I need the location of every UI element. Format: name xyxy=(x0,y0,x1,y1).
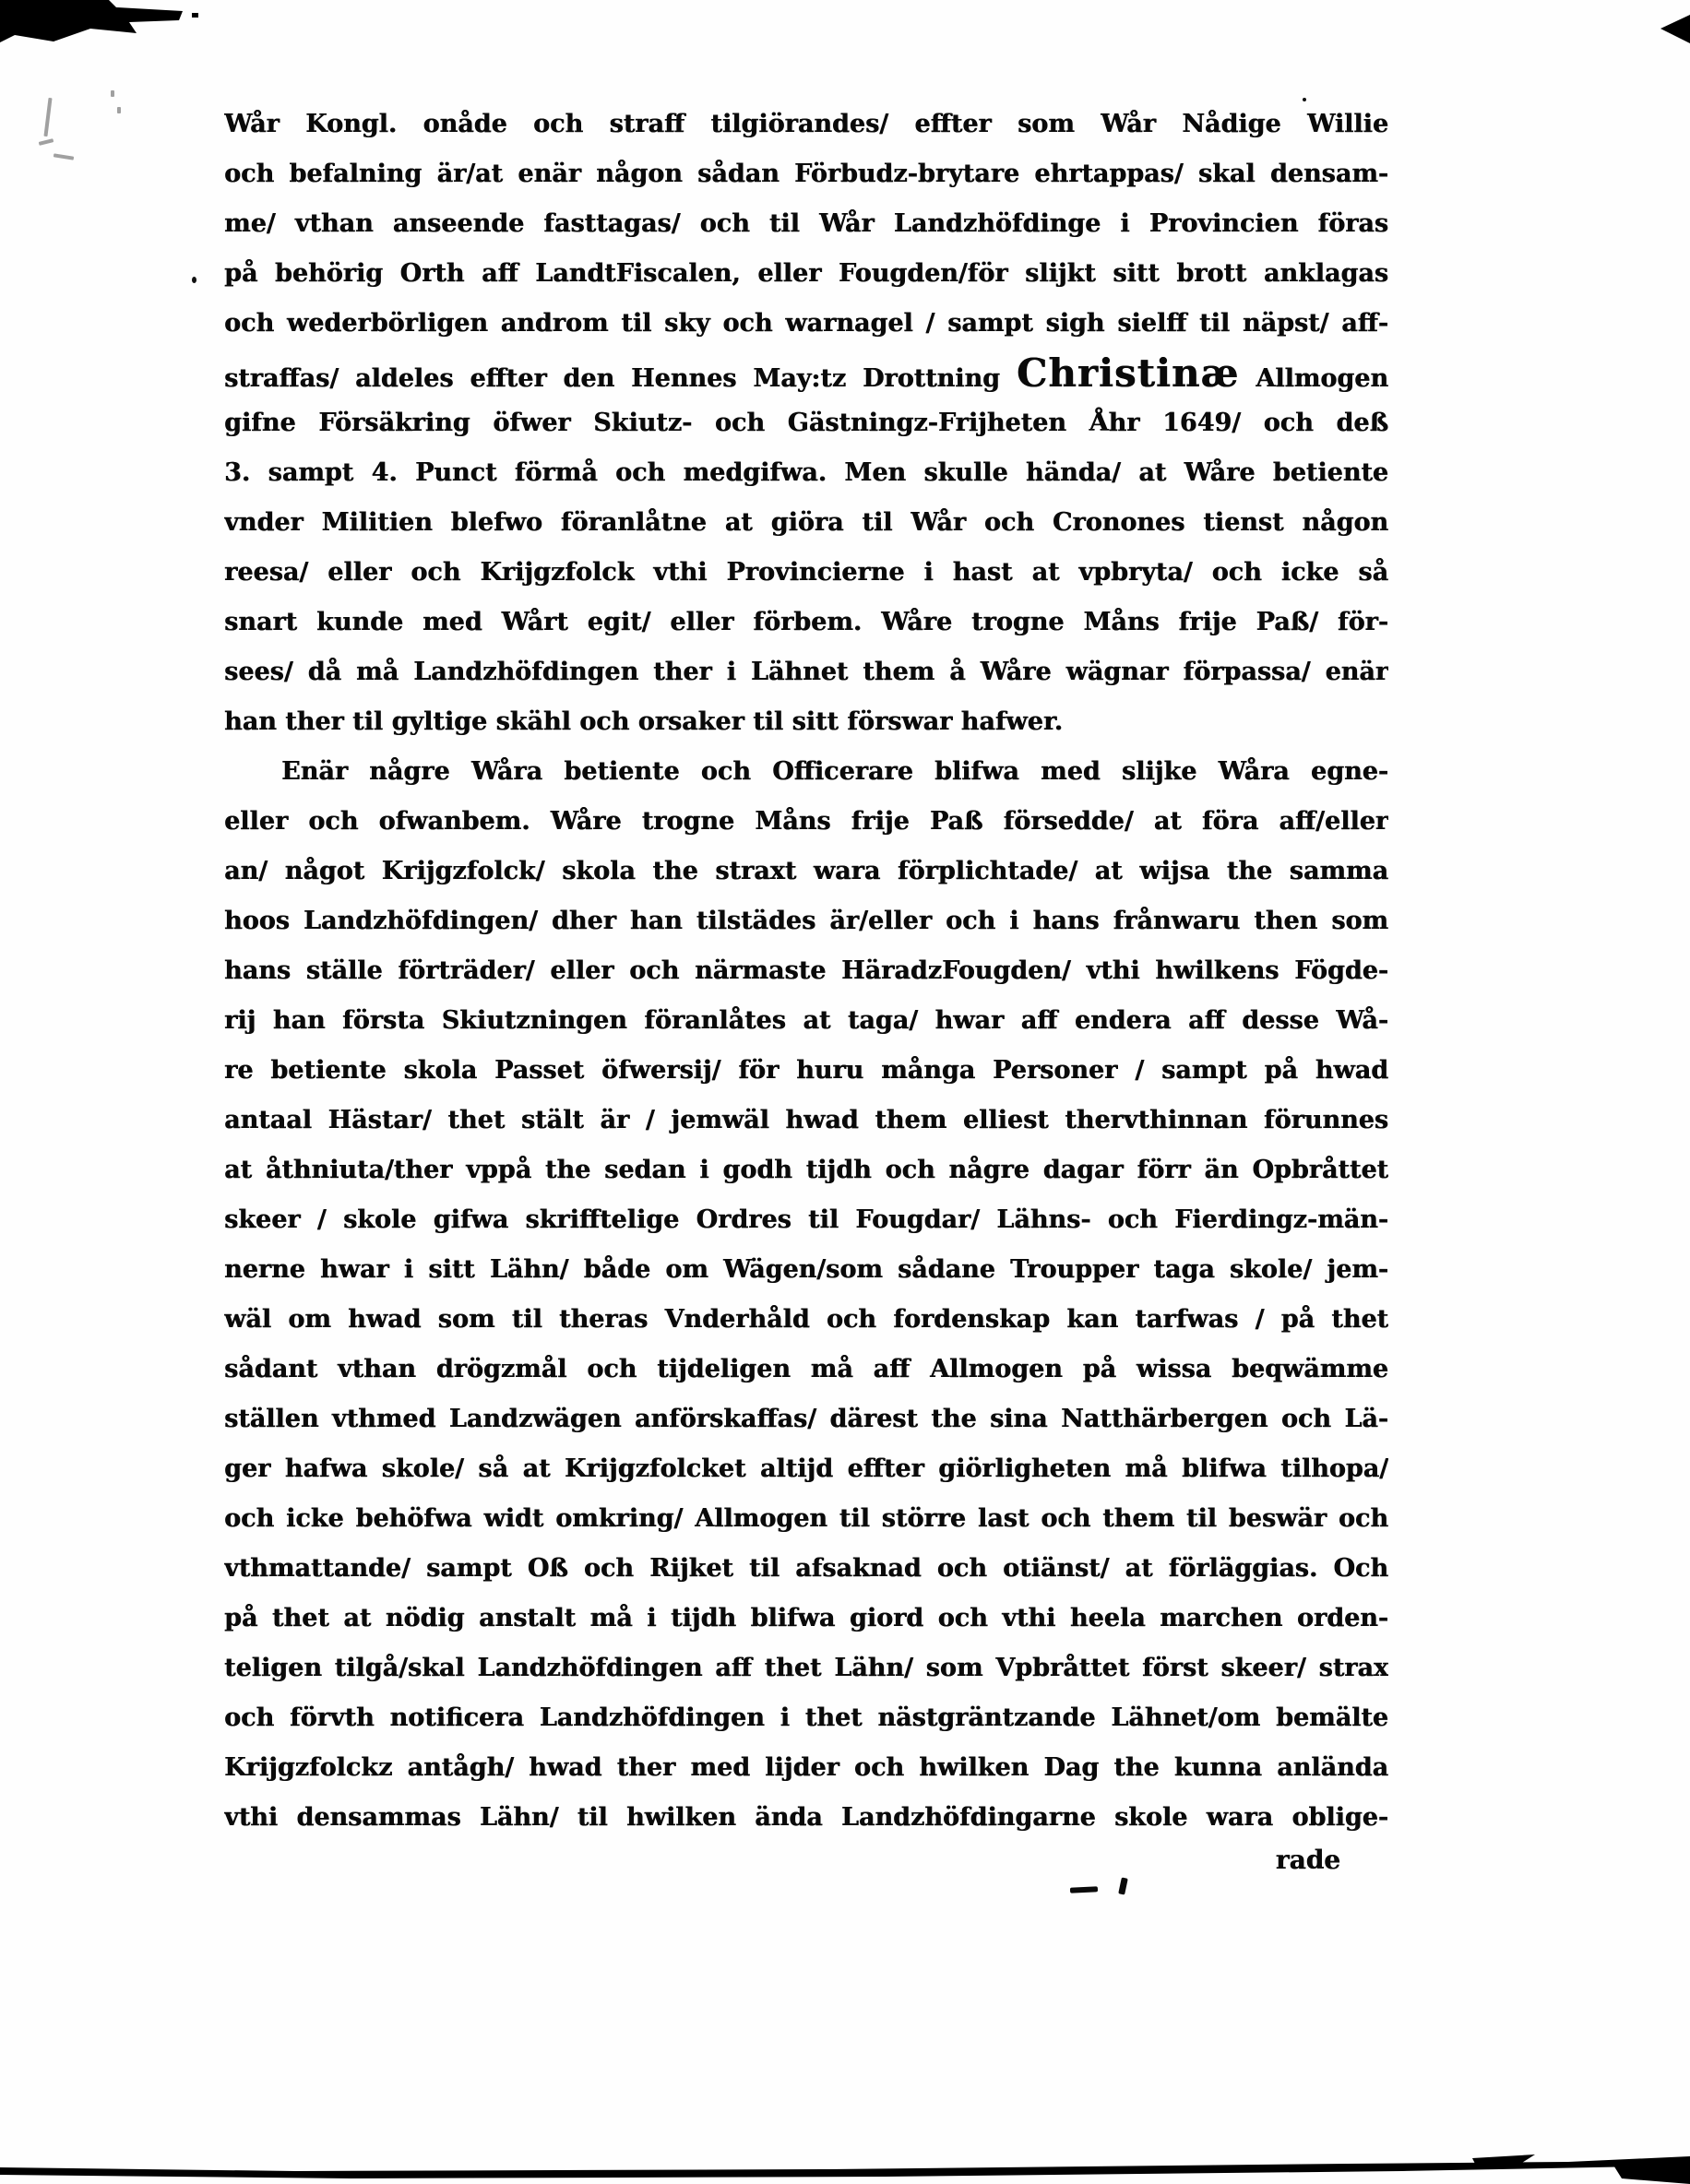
pencil-stroke xyxy=(43,98,52,136)
text-line: antaal Hästar/ thet stält är / jemwäl hwad them elliest thervthinnan förunnes xyxy=(224,1106,1388,1134)
text-line: skeer / skole gifwa skrifftelige Ordres til Fougdar/ Lähns- och Fierdingz-män- xyxy=(224,1205,1388,1234)
text-line: vthmattande/ sampt Oß och Rijket til afsaknad och otiänst/ at förläggias. Och xyxy=(224,1554,1388,1583)
text-line: snart kunde med Wårt egit/ eller förbem. Wåre trogne Måns frije Paß/ för- xyxy=(224,608,1388,636)
scan-artifact-top-left-blob xyxy=(0,0,212,55)
scan-artifact-bottom-line xyxy=(0,2149,1690,2184)
scan-artifact-top-right-mark xyxy=(1659,15,1690,46)
text-line: och icke behöfwa widt omkring/ Allmogen til större last och them til beswär och xyxy=(224,1504,1388,1533)
pencil-dot xyxy=(111,90,114,97)
pencil-stroke xyxy=(54,153,74,160)
text-line: rij han första Skiutzningen föranlåtes at taga/ hwar aff endera aff desse Wå- xyxy=(224,1006,1388,1035)
text-line: re betiente skola Passet öfwersij/ för huru många Personer / sampt på hwad xyxy=(224,1056,1388,1085)
ink-speck xyxy=(192,277,196,283)
text-line: reesa/ eller och Krijgzfolck vthi Provincierne i hast at vpbryta/ och icke så xyxy=(224,558,1388,587)
text-line: eller och ofwanbem. Wåre trogne Måns frije Paß försedde/ at föra aff/eller xyxy=(224,807,1388,836)
text-line: och förvth notificera Landzhöfdingen i thet nästgräntzande Lähnet/om bemälte xyxy=(224,1703,1388,1732)
text-line: vnder Militien blefwo föranlåtne at giöra til Wår och Cronones tienst någon xyxy=(224,508,1388,537)
text-line: han ther til gyltige skähl och orsaker til sitt förswar hafwer. xyxy=(224,707,1063,736)
text-line: me/ vthan anseende fasttagas/ och til Wår Landzhöfdinge i Provincien föras xyxy=(224,209,1388,238)
text-line: på thet at nödig anstalt må i tijdh blifwa giord och vthi heela marchen orden- xyxy=(224,1604,1388,1632)
text-line: sees/ då må Landzhöfdingen ther i Lähnet them å Wåre wägnar förpassa/ enär xyxy=(224,658,1388,686)
text-line: Wår Kongl. onåde och straff tilgiörandes/ effter som Wår Nådige Willie xyxy=(224,110,1388,138)
text-line: 3. sampt 4. Punct förmå och medgifwa. Men skulle hända/ at Wåre betiente xyxy=(224,458,1388,487)
text-line: Krijgzfolckz antågh/ hwad ther med lijder och hwilken Dag the kunna anlända xyxy=(224,1753,1388,1782)
queen-name-display: Christinæ xyxy=(1016,350,1240,396)
text-line: och wederbörligen androm til sky och warnagel / sampt sigh sielff til näpst/ aff- xyxy=(224,309,1388,338)
ink-dash xyxy=(1118,1877,1128,1894)
text-line: ställen vthmed Landzwägen anförskaffas/ därest the sina Natthärbergen och Lä- xyxy=(224,1405,1388,1433)
text-line: gifne Försäkring öfwer Skiutz- och Gästningz-Frijheten Åhr 1649/ och deß xyxy=(224,409,1388,437)
text-line: nerne hwar i sitt Lähn/ både om Wägen/som sådane Troupper taga skole/ jem- xyxy=(224,1255,1388,1284)
text-segment: straffas/ aldeles effter den Hennes May:tz Drottning xyxy=(224,364,1017,393)
ink-dash xyxy=(1070,1886,1098,1893)
text-line: sådant vthan drögzmål och tijdeligen må aff Allmogen på wissa beqwämme xyxy=(224,1355,1388,1383)
text-line xyxy=(224,349,1388,398)
text-line: och befalning är/at enär någon sådan Förbudz-brytare ehrtappas/ skal densam- xyxy=(224,160,1388,188)
pencil-dot xyxy=(117,107,121,113)
catchword: rade xyxy=(1275,1845,1340,1875)
text-line: hoos Landzhöfdingen/ dher han tilstädes är/eller och i hans frånwaru then som xyxy=(224,907,1388,935)
text-block xyxy=(224,100,1388,1843)
text-line: Enär någre Wåra betiente och Officerare blifwa med slijke Wåra egne- xyxy=(281,757,1388,786)
text-line: at åthniuta/ther vppå the sedan i godh tijdh och någre dagar förr än Opbråttet xyxy=(224,1156,1388,1184)
text-line: vthi densammas Lähn/ til hwilken ända Landzhöfdingarne skole wara oblige- xyxy=(224,1803,1388,1832)
text-line: på behörig Orth aff LandtFiscalen, eller Fougden/för slijkt sitt brott anklagas xyxy=(224,259,1388,288)
text-line: teligen tilgå/skal Landzhöfdingen aff thet Lähn/ som Vpbråttet först skeer/ strax xyxy=(224,1654,1388,1682)
text-segment: Allmogen xyxy=(1239,364,1388,393)
text-line: hans ställe förträder/ eller och närmaste HäradzFougden/ vthi hwilkens Fögde- xyxy=(224,956,1388,985)
text-line: wäl om hwad som til theras Vnderhåld och fordenskap kan tarfwas / på thet xyxy=(224,1305,1388,1334)
text-line: an/ något Krijgzfolck/ skola the straxt wara förplichtade/ at wijsa the samma xyxy=(224,857,1388,885)
text-line: ger hafwa skole/ så at Krijgzfolcket altijd effter giörligheten må blifwa tilhopa/ xyxy=(224,1454,1388,1483)
pencil-stroke xyxy=(39,138,54,146)
